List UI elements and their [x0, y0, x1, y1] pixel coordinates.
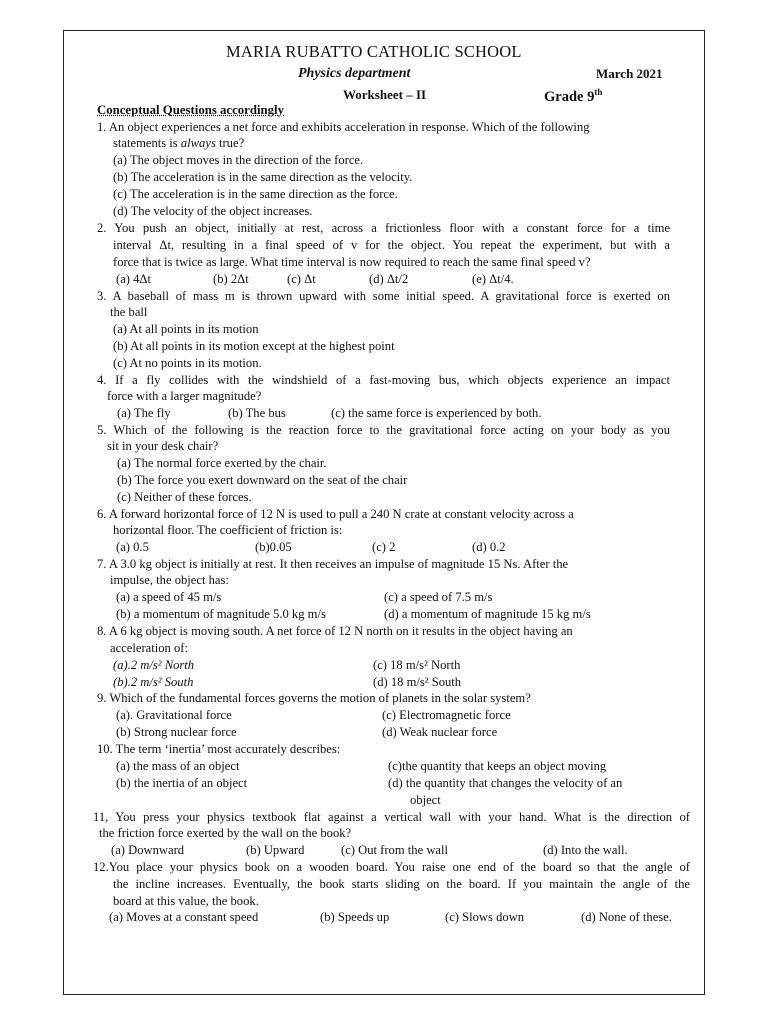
q5-option-b: (b) The force you exert downward on the seat of the chair [117, 473, 408, 487]
q1-option-a: (a) The object moves in the direction of the force. [113, 153, 364, 167]
q7-line-2: impulse, the object has: [110, 573, 229, 587]
q4-option-a: (a) The fly [117, 406, 171, 420]
q9-line-1: 9. Which of the fundamental forces governs the motion of planets in the solar system? [97, 691, 531, 705]
date-label: March 2021 [596, 66, 663, 81]
grade-text: Grade 9 [544, 88, 595, 105]
q12-line-1: 12.You place your physics book on a wooden board. You raise one end of the board so that the angle of [93, 860, 690, 874]
q1-stem-part: statements is [113, 136, 181, 150]
q2-option-c: (c) Δt [287, 272, 316, 286]
q8-option-c: (c) 18 m/s² North [373, 658, 461, 672]
q2-option-a: (a) 4Δt [116, 272, 152, 286]
q8-line-2: acceleration of: [110, 641, 188, 655]
q3-line-2: the ball [110, 305, 148, 319]
q2-option-d: (d) Δt/2 [369, 272, 409, 286]
q2-line-2: interval Δt, resulting in a final speed of v for the object. You repeat the experiment, but with a [113, 238, 670, 252]
section-title: Conceptual Questions accordingly [97, 103, 284, 117]
q7-option-c: (c) a speed of 7.5 m/s [384, 590, 493, 604]
q1-stem-end: true? [215, 136, 245, 150]
q4-option-c: (c) the same force is experienced by both. [331, 406, 542, 420]
q11-option-a: (a) Downward [111, 843, 185, 857]
q10-option-c: (c)the quantity that keeps an object moving [388, 759, 607, 773]
q12-option-a: (a) Moves at a constant speed [109, 910, 259, 924]
q12-option-c: (c) Slows down [445, 910, 525, 924]
q1-stem-line-2 [113, 136, 244, 151]
q8-option-a: (a).2 m/s² North [113, 658, 195, 672]
q6-option-c: (c) 2 [372, 540, 396, 554]
q2-line-3: force that is twice as large. What time interval is now required to reach the same final speed v? [113, 255, 591, 269]
q2-line-1: 2. You push an object, initially at rest, across a frictionless floor with a constant force for a time [97, 221, 670, 235]
q4-line-2: force with a larger magnitude? [107, 389, 262, 403]
worksheet-label: Worksheet – II [343, 87, 427, 102]
q10-option-d-line-2: object [410, 793, 441, 807]
q11-option-c: (c) Out from the wall [341, 843, 449, 857]
q9-option-a: (a). Gravitational force [116, 708, 232, 722]
q5-option-c: (c) Neither of these forces. [117, 490, 252, 504]
q11-line-1: 11, You press your physics textbook flat against a vertical wall with your hand. What is the direction of [93, 810, 690, 824]
q10-option-b: (b) the inertia of an object [116, 776, 248, 790]
q1-option-d: (d) The velocity of the object increases. [113, 204, 313, 218]
q6-option-d: (d) 0.2 [472, 540, 506, 554]
q1-option-c: (c) The acceleration is in the same direction as the force. [113, 187, 398, 201]
q11-option-d: (d) Into the wall. [543, 843, 628, 857]
q12-option-d: (d) None of these. [581, 910, 672, 924]
q6-line-1: 6. A forward horizontal force of 12 N is used to pull a 240 N crate at constant velocity across a [97, 507, 574, 521]
q10-option-a: (a) the mass of an object [116, 759, 240, 773]
q4-line-1: 4. If a fly collides with the windshield of a fast-moving bus, which objects experience an impact [97, 373, 670, 387]
department-title: Physics department [298, 66, 411, 81]
school-name: MARIA RUBATTO CATHOLIC SCHOOL [226, 42, 522, 61]
q8-line-1: 8. A 6 kg object is moving south. A net force of 12 N north on it results in the object having an [97, 624, 573, 638]
q8-option-d: (d) 18 m/s² South [373, 675, 462, 689]
q9-option-d: (d) Weak nuclear force [382, 725, 498, 739]
q3-line-1: 3. A baseball of mass m is thrown upward with some initial speed. A gravitational force is exerted on [97, 289, 670, 303]
q7-line-1: 7. A 3.0 kg object is initially at rest. It then receives an impulse of magnitude 15 Ns. After the [97, 557, 569, 571]
q9-option-b: (b) Strong nuclear force [116, 725, 237, 739]
q9-option-c: (c) Electromagnetic force [382, 708, 511, 722]
q2-option-b: (b) 2Δt [213, 272, 249, 286]
q11-line-2: the friction force exerted by the wall on the book? [99, 826, 352, 840]
grade-label [544, 85, 602, 105]
q3-option-a: (a) At all points in its motion [113, 322, 259, 336]
q12-line-2: the incline increases. Eventually, the book starts sliding on the board. If you maintain the angle of the [113, 877, 690, 891]
q1-stem-line-1: 1. An object experiences a net force and exhibits acceleration in response. Which of the following [97, 120, 590, 134]
q5-line-1: 5. Which of the following is the reaction force to the gravitational force acting on your body as you [97, 423, 670, 437]
grade-superscript: th [594, 87, 603, 97]
q6-option-b: (b)0.05 [255, 540, 292, 554]
q3-option-b: (b) At all points in its motion except at the highest point [113, 339, 395, 353]
q2-option-e: (e) Δt/4. [472, 272, 514, 286]
q1-stem-emphasis: always [180, 136, 216, 150]
q4-option-b: (b) The bus [228, 406, 286, 420]
q11-option-b: (b) Upward [246, 843, 305, 857]
q6-option-a: (a) 0.5 [116, 540, 149, 554]
q5-line-2: sit in your desk chair? [107, 439, 219, 453]
q8-option-b: (b).2 m/s² South [113, 675, 194, 689]
q3-option-c: (c) At no points in its motion. [113, 356, 262, 370]
q10-option-d-line-1: (d) the quantity that changes the velocity of an [388, 776, 623, 790]
q10-line-1: 10. The term ‘inertia’ most accurately describes: [97, 742, 341, 756]
q7-option-a: (a) a speed of 45 m/s [116, 590, 222, 604]
q5-option-a: (a) The normal force exerted by the chair. [117, 456, 327, 470]
q7-option-b: (b) a momentum of magnitude 5.0 kg m/s [116, 607, 326, 621]
q1-option-b: (b) The acceleration is in the same direction as the velocity. [113, 170, 413, 184]
q6-line-2: horizontal floor. The coefficient of friction is: [113, 523, 343, 537]
q12-line-3: board at this value, the book. [113, 894, 259, 908]
q12-option-b: (b) Speeds up [320, 910, 390, 924]
q7-option-d: (d) a momentum of magnitude 15 kg m/s [384, 607, 591, 621]
